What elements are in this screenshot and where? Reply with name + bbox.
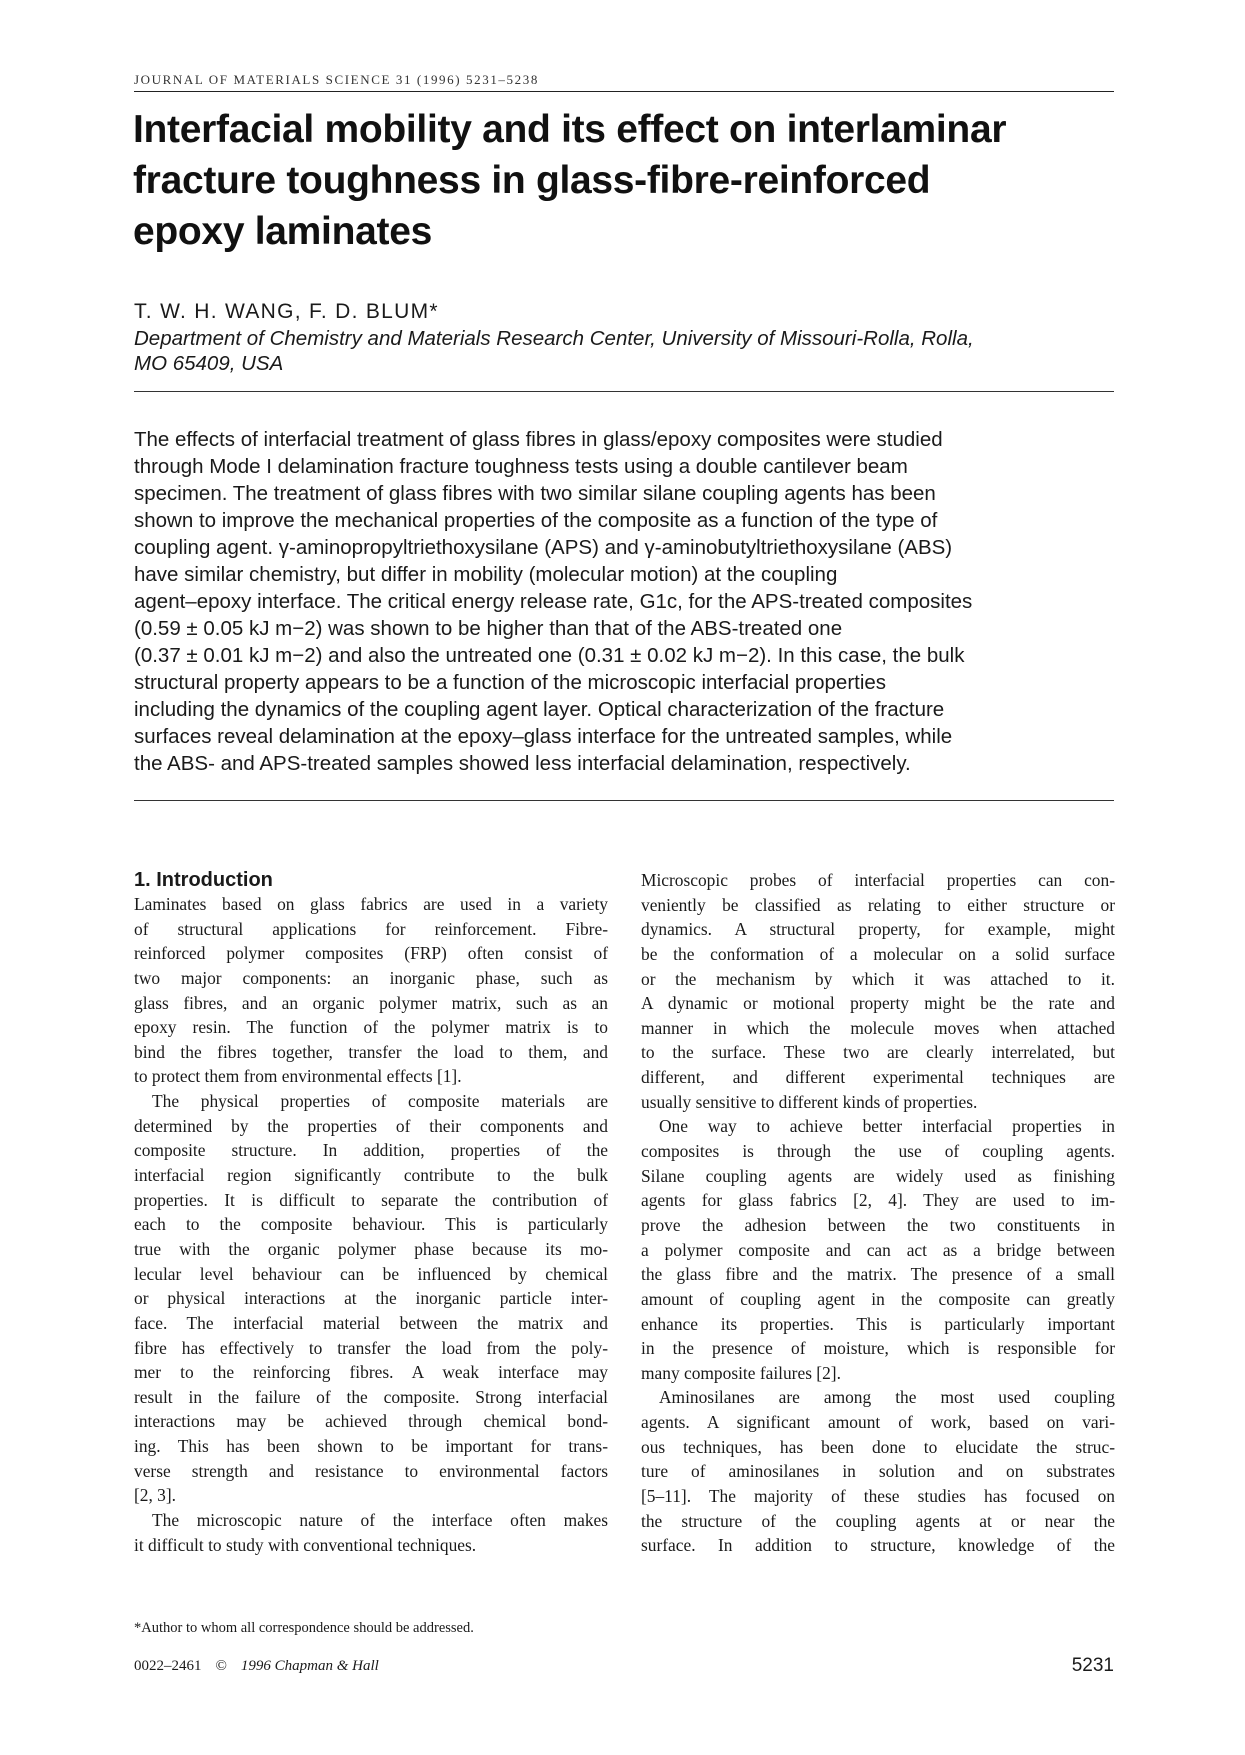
body-text-line: mer to the reinforcing fibres. A weak interface may [134,1362,608,1383]
title-line: Interfacial mobility and its effect on interlaminar [133,108,1007,151]
body-text-line: composite structure. In addition, properties of the [134,1140,608,1161]
right-column [641,868,1115,1558]
body-text-line: or physical interactions at the inorganic particle inter- [134,1288,608,1309]
body-text-line: ture of aminosilanes in solution and on substrates [641,1461,1115,1482]
body-text-line: interfacial region significantly contribute to the bulk [134,1165,608,1186]
body-text-line: Laminates based on glass fabrics are used in a variety [134,894,608,914]
left-column [134,864,608,1557]
body-text-line: agents. A significant amount of work, based on vari- [641,1412,1115,1433]
abstract-line: (0.37 ± 0.01 kJ m−2) and also the untreated one (0.31 ± 0.02 kJ m−2). In this case, the bulk [134,644,965,667]
affiliation-line: Department of Chemistry and Materials Research Center, University of Missouri-Rolla, Rolla, [134,327,974,350]
body-text-line: Microscopic probes of interfacial properties can con- [641,870,1115,890]
body-text-line: interactions may be achieved through chemical bond- [134,1411,608,1432]
body-text-line: verse strength and resistance to environmental factors [134,1460,608,1481]
abstract-line: including the dynamics of the coupling agent layer. Optical characterization of the fracture [134,698,945,721]
body-text-line: ous techniques, has been done to elucidate the struc- [641,1436,1115,1457]
body-text-line: true with the organic polymer phase because its mo- [134,1238,608,1259]
body-text-line: to protect them from environmental effects [1]. [134,1066,462,1087]
body-text-line: be the conformation of a molecular on a solid surface [641,943,1115,964]
title-line: fracture toughness in glass-fibre-reinforced [133,159,931,202]
abstract-line: The effects of interfacial treatment of glass fibres in glass/epoxy composites were studied [134,428,943,451]
body-text-line: prove the adhesion between the two constituents in [641,1214,1115,1235]
body-text-line: or the mechanism by which it was attached to it. [641,968,1115,989]
body-text-line: surface. In addition to structure, knowledge of the [641,1535,1115,1556]
body-text-line: Aminosilanes are among the most used coupling [659,1387,1115,1408]
body-text-line: the glass fibre and the matrix. The presence of a small [641,1264,1115,1285]
body-text-line: veniently be classified as relating to either structure or [641,894,1115,915]
page-number: 5231 [1071,1655,1114,1676]
title-line: epoxy laminates [133,210,432,253]
body-text-line: result in the failure of the composite. Strong interfacial [134,1386,608,1407]
body-text-line: fibre has effectively to transfer the load from the poly- [134,1337,608,1358]
header-rule [134,91,1114,92]
abstract-line: surfaces reveal delamination at the epoxy–glass interface for the untreated samples, while [134,725,953,748]
body-text-line: lecular level behaviour can be influenced by chemical [134,1263,608,1284]
body-text-line: reinforced polymer composites (FRP) often consist of [134,943,608,964]
body-text-line: Silane coupling agents are widely used as finishing [641,1165,1115,1186]
affiliation-line: MO 65409, USA [134,352,284,375]
abstract [134,426,1124,777]
body-text-line: usually sensitive to different kinds of properties. [641,1091,978,1112]
footnote: *Author to whom all correspondence should be addressed. [134,1620,474,1636]
body-text-line: of structural applications for reinforcement. Fibre- [134,918,608,939]
body-text-line: a polymer composite and can act as a bridge between [641,1239,1115,1260]
body-text-line: [5–11]. The majority of these studies has focused on [641,1486,1115,1507]
running-head: JOURNAL OF MATERIALS SCIENCE 31 (1996) 5231–5238 [134,72,539,87]
body-text-line: in the presence of moisture, which is responsible for [641,1338,1115,1359]
abstract-line: the ABS- and APS-treated samples showed less interfacial delamination, respectively. [134,752,911,775]
body-text-line: two major components: an inorganic phase, such as [134,967,608,988]
body-text-line: agents for glass fabrics [2, 4]. They are used to im- [641,1190,1115,1211]
section-heading: 1. Introduction [134,869,273,891]
body-text-line: The physical properties of composite materials are [152,1091,608,1112]
author-list: T. W. H. WANG, F. D. BLUM* [134,300,439,323]
issn-code: 0022–2461 [134,1658,202,1674]
body-text-line: determined by the properties of their components and [134,1115,608,1136]
body-text-line: ing. This has been shown to be important for trans- [134,1436,608,1457]
body-text-line: enhance its properties. This is particularly important [641,1313,1115,1334]
abstract-line: specimen. The treatment of glass fibres with two similar silane coupling agents has been [134,482,936,505]
body-text-line: One way to achieve better interfacial properties in [659,1116,1115,1137]
abstract-top-rule [134,391,1114,392]
body-text-line: glass fibres, and an organic polymer matrix, such as an [134,992,608,1013]
publisher-line: 1996 Chapman & Hall [240,1658,379,1674]
affiliation [134,326,1119,376]
body-text-line: epoxy resin. The function of the polymer matrix is to [134,1017,608,1038]
body-text-line: it difficult to study with conventional techniques. [134,1534,477,1555]
abstract-line: through Mode I delamination fracture toughness tests using a double cantilever beam [134,455,908,478]
abstract-line: agent–epoxy interface. The critical energy release rate, G1c, for the APS-treated composites [134,590,973,613]
body-text-line: amount of coupling agent in the composite can greatly [641,1288,1115,1309]
abstract-bottom-rule [134,800,1114,801]
body-text-line: properties. It is difficult to separate the contribution of [134,1189,608,1210]
body-text-line: different, and different experimental techniques are [641,1067,1115,1088]
publisher-footer [134,1658,379,1675]
abstract-line: have similar chemistry, but differ in mobility (molecular motion) at the coupling [134,563,838,586]
body-text-line: to the surface. These two are clearly interrelated, but [641,1042,1115,1063]
body-text-line: composites is through the use of coupling agents. [641,1141,1115,1162]
copyright-symbol: © [215,1658,227,1674]
abstract-line: shown to improve the mechanical properties of the composite as a function of the type of [134,509,938,532]
abstract-line: structural property appears to be a function of the microscopic interfacial properties [134,671,887,694]
body-text-line: the structure of the coupling agents at or near the [641,1510,1115,1531]
article-title [133,104,1113,257]
body-text-line: face. The interfacial material between the matrix and [134,1312,608,1333]
body-text-line: manner in which the molecule moves when attached [641,1017,1115,1038]
body-text-line: each to the composite behaviour. This is particularly [134,1214,608,1235]
body-text-line: many composite failures [2]. [641,1362,841,1383]
body-text-line: A dynamic or motional property might be the rate and [641,993,1115,1014]
body-text-line: bind the fibres together, transfer the load to them, and [134,1041,608,1062]
abstract-line: (0.59 ± 0.05 kJ m−2) was shown to be higher than that of the ABS-treated one [134,617,843,640]
abstract-line: coupling agent. γ-aminopropyltriethoxysilane (APS) and γ-aminobutyltriethoxysilane (ABS) [134,536,953,559]
body-text-line: [2, 3]. [134,1485,177,1506]
body-text-line: dynamics. A structural property, for example, might [641,919,1115,940]
body-text-line: The microscopic nature of the interface often makes [152,1510,608,1531]
